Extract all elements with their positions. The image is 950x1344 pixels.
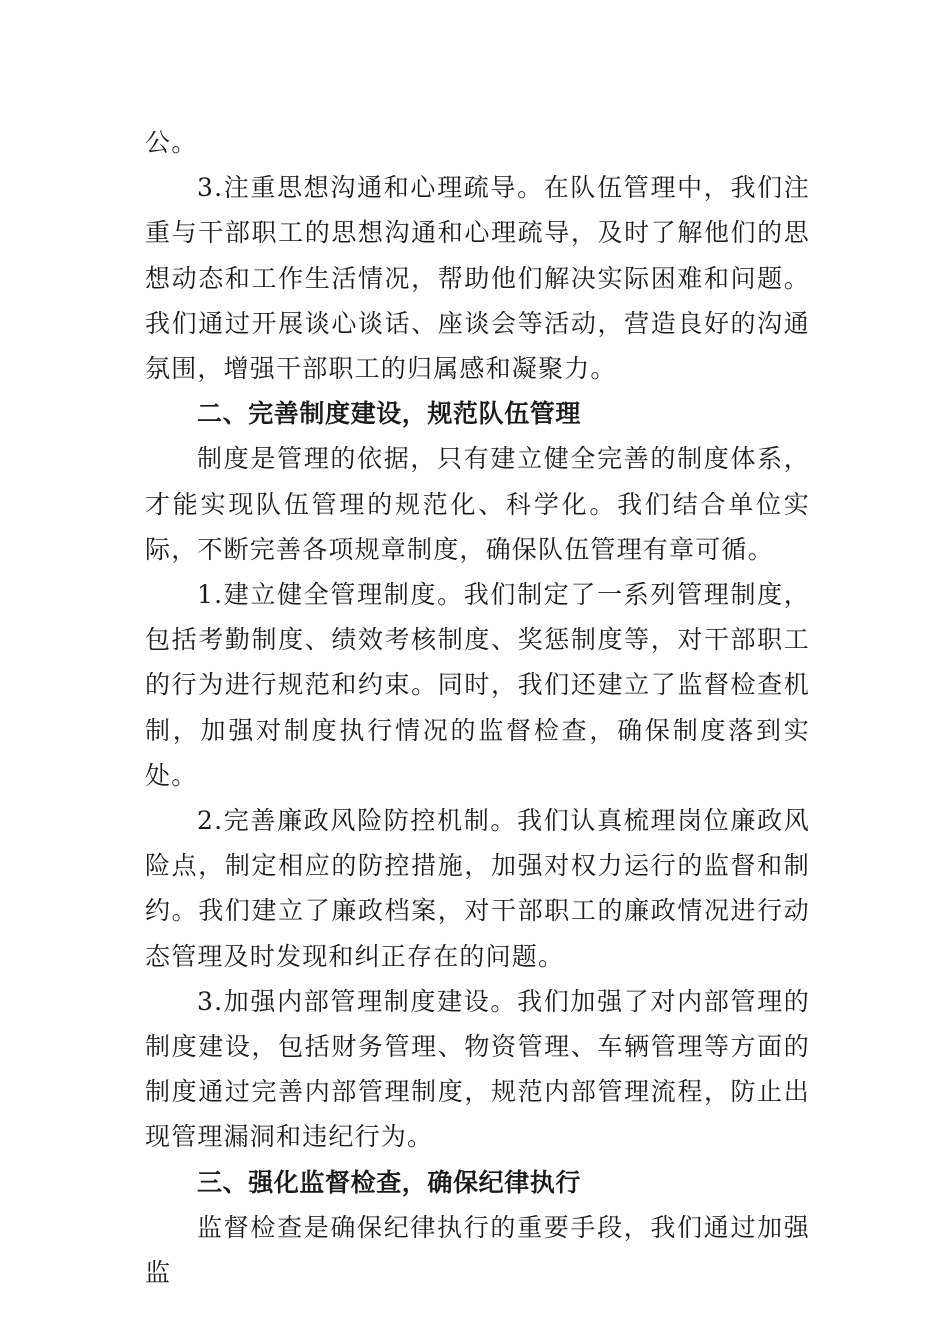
paragraph-management-system: 1.建立健全管理制度。我们制定了一系列管理制度，包括考勤制度、绩效考核制度、奖惩制度等，对干部职工的行为进行规范和约束。同时，我们还建立了监督检查机制，加强对制度执行情况的监督检查，确保制度落到实处。 — [145, 580, 810, 790]
document-body — [145, 120, 810, 1295]
paragraph-internal-management: 3.加强内部管理制度建设。我们加强了对内部管理的制度建设，包括财务管理、物资管理、车辆管理等方面的制度通过完善内部管理制度，规范内部管理流程，防止出现管理漏洞和违纪行为。 — [145, 986, 810, 1152]
paragraph-supervision-intro: 监督检查是确保纪律执行的重要手段，我们通过加强监 — [145, 1212, 810, 1288]
paragraph-continuation: 公。 — [145, 128, 198, 157]
section-heading-supervision: 三、强化监督检查，确保纪律执行 — [197, 1167, 582, 1197]
paragraph-thought-communication: 3.注重思想沟通和心理疏导。在队伍管理中，我们注重与干部职工的思想沟通和心理疏导，及时了解他们的思想动态和工作生活情况，帮助他们解决实际困难和问题。我们通过开展谈心谈话、座谈会等活动，营造良好的沟通氛围，增强干部职工的归属感和凝聚力。 — [145, 173, 810, 384]
section-heading-system-building: 二、完善制度建设，规范队伍管理 — [197, 399, 582, 429]
paragraph-integrity-risk: 2.完善廉政风险防控机制。我们认真梳理岗位廉政风险点，制定相应的防控措施，加强对权力运行的监督和制约。我们建立了廉政档案，对干部职工的廉政情况进行动态管理及时发现和纠正存在的问题。 — [145, 806, 810, 971]
paragraph-system-intro: 制度是管理的依据，只有建立健全完善的制度体系，才能实现队伍管理的规范化、科学化。我们结合单位实际，不断完善各项规章制度，确保队伍管理有章可循。 — [145, 444, 810, 564]
